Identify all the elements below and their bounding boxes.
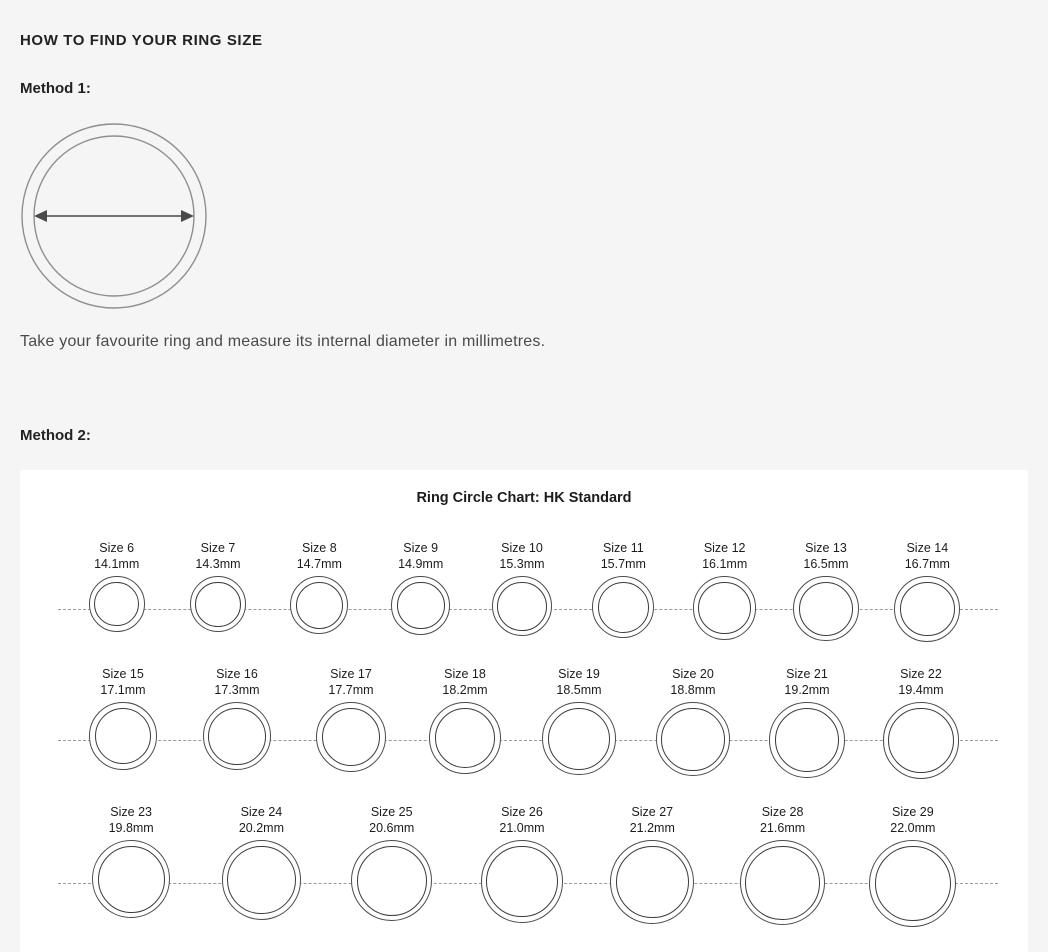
- ring-inner-circle: [94, 582, 139, 627]
- ring-size-label: Size 14: [906, 541, 949, 555]
- ring-circle-graphic: [775, 572, 876, 637]
- ring-size-cell: [674, 540, 775, 636]
- method-1-caption: Take your favourite ring and measure its internal diameter in millimetres.: [20, 333, 546, 350]
- ring-diameter-label: 14.1mm: [94, 557, 140, 571]
- ring-diameter-label: 17.7mm: [328, 683, 374, 697]
- ring-size-label: Size 22: [900, 667, 942, 681]
- ring-inner-circle: [95, 708, 152, 765]
- ring-inner-circle: [698, 582, 751, 635]
- ring-inner-circle: [799, 582, 853, 636]
- ring-inner-circle: [616, 846, 689, 919]
- ring-circle-graphic: [573, 572, 674, 634]
- ring-circle-graphic: [327, 836, 457, 917]
- ring-size-cell: [269, 540, 370, 630]
- ring-inner-circle: [875, 846, 951, 922]
- ring-size-label: Size 16: [216, 667, 258, 681]
- ring-inner-circle: [486, 846, 558, 918]
- ring-size-label: Size 17: [330, 667, 372, 681]
- ring-size-cell: [294, 666, 408, 768]
- ring-inner-circle: [227, 846, 296, 915]
- ring-diameter-label: 19.2mm: [784, 683, 830, 697]
- ring-size-label: Size 29: [891, 805, 934, 819]
- ring-size-label: Size 23: [110, 805, 152, 819]
- ring-diameter-label: 21.0mm: [499, 821, 545, 835]
- ring-circle-graphic: [864, 698, 978, 775]
- ring-diameter-label: 16.5mm: [803, 557, 849, 571]
- ring-size-cell: [196, 804, 326, 916]
- ring-diameter-label: 17.3mm: [214, 683, 260, 697]
- ring-size-cell: [848, 804, 978, 923]
- ring-chart-row: [20, 526, 1028, 652]
- ring-inner-circle: [98, 846, 165, 913]
- ring-diameter-label: 18.8mm: [670, 683, 716, 697]
- ring-size-cell: [775, 540, 876, 637]
- ring-size-label: Size 18: [444, 667, 486, 681]
- ring-diameter-label: 21.6mm: [759, 821, 806, 835]
- ring-circle-graphic: [471, 572, 572, 632]
- ring-size-cell: [717, 804, 847, 921]
- ring-inner-circle: [208, 708, 265, 765]
- ring-size-label: Size 12: [703, 541, 746, 555]
- ring-circle-graphic: [587, 836, 717, 920]
- ring-chart-row: [20, 652, 1028, 790]
- ring-chart-row: [20, 790, 1028, 938]
- ring-diameter-label: 18.5mm: [556, 683, 602, 697]
- ring-circle-graphic: [674, 572, 775, 636]
- ring-diameter-label: 22.0mm: [890, 821, 936, 835]
- ring-inner-circle: [195, 582, 240, 627]
- ring-size-label: Size 20: [672, 667, 714, 681]
- ring-circle-graphic: [167, 572, 268, 628]
- page-title: HOW TO FIND YOUR RING SIZE: [20, 32, 263, 49]
- ring-diameter-label: 15.7mm: [600, 557, 646, 571]
- ring-circle-graphic: [750, 698, 864, 774]
- ring-circle-graphic: [66, 698, 180, 766]
- chart-title: Ring Circle Chart: HK Standard: [416, 490, 632, 506]
- ring-size-cell: [573, 540, 674, 634]
- ring-size-cell: [877, 540, 978, 638]
- ring-size-label: Size 11: [602, 541, 644, 555]
- ring-size-label: Size 24: [240, 805, 283, 819]
- ring-circle-graphic: [877, 572, 978, 638]
- ring-circle-graphic: [370, 572, 471, 631]
- ring-diameter-label: 18.2mm: [442, 683, 488, 697]
- ring-size-cell: [587, 804, 717, 920]
- ring-diameter-label: 14.3mm: [195, 557, 241, 571]
- ring-size-cell: [370, 540, 471, 631]
- ring-inner-circle: [397, 582, 445, 630]
- ring-size-label: Size 19: [558, 667, 600, 681]
- ring-diameter-diagram: [18, 118, 214, 314]
- ring-circle-graphic: [66, 572, 167, 628]
- ring-size-label: Size 13: [805, 541, 847, 555]
- ring-circle-graphic: [269, 572, 370, 630]
- ring-size-label: Size 27: [631, 805, 674, 819]
- ring-diameter-label: 17.1mm: [100, 683, 146, 697]
- ring-inner-circle: [888, 708, 954, 774]
- method-2-label: Method 2:: [20, 427, 91, 444]
- ring-inner-circle: [598, 582, 649, 633]
- ring-inner-circle: [745, 846, 819, 920]
- ring-size-label: Size 21: [786, 667, 828, 681]
- ring-diameter-label: 16.1mm: [702, 557, 748, 571]
- ring-size-cell: [522, 666, 636, 771]
- ring-diameter-label: 21.2mm: [629, 821, 675, 835]
- ring-size-label: Size 25: [370, 805, 413, 819]
- ring-size-label: Size 8: [301, 541, 337, 555]
- ring-circle-chart-rows: [20, 526, 1028, 938]
- ring-size-label: Size 28: [761, 805, 804, 819]
- ring-size-cell: [66, 804, 196, 914]
- ring-circle-graphic: [294, 698, 408, 768]
- ring-size-cell: [864, 666, 978, 775]
- ring-size-cell: [457, 804, 587, 919]
- ring-circle-graphic: [180, 698, 294, 766]
- ring-inner-circle: [357, 846, 427, 916]
- ring-size-label: Size 15: [102, 667, 144, 681]
- ring-circle-graphic: [66, 836, 196, 914]
- ring-size-cell: [636, 666, 750, 772]
- ring-size-cell: [66, 666, 180, 766]
- ring-size-cell: [327, 804, 457, 917]
- ring-size-label: Size 6: [99, 541, 135, 555]
- ring-size-cell: [167, 540, 268, 628]
- ring-circle-graphic: [848, 836, 978, 923]
- ring-diameter-label: 16.7mm: [904, 557, 950, 571]
- ring-diameter-label: 20.6mm: [369, 821, 415, 835]
- ring-diameter-label: 14.9mm: [398, 557, 444, 571]
- ring-diameter-label: 14.7mm: [296, 557, 342, 571]
- ring-inner-circle: [296, 582, 343, 629]
- ring-diameter-label: 19.8mm: [108, 821, 154, 835]
- ring-diameter-arrow-icon: [18, 118, 214, 314]
- ring-inner-circle: [900, 582, 955, 637]
- ring-diameter-label: 19.4mm: [898, 683, 944, 697]
- ring-size-label: Size 7: [200, 541, 236, 555]
- ring-size-cell: [471, 540, 572, 632]
- ring-circle-chart-panel: [20, 470, 1028, 952]
- ring-circle-graphic: [636, 698, 750, 772]
- ring-circle-graphic: [457, 836, 587, 919]
- method-1-label: Method 1:: [20, 80, 91, 97]
- ring-diameter-label: 20.2mm: [238, 821, 284, 835]
- ring-circle-graphic: [522, 698, 636, 771]
- ring-inner-circle: [548, 708, 610, 770]
- ring-size-cell: [180, 666, 294, 766]
- ring-size-cell: [66, 540, 167, 628]
- ring-diameter-label: 15.3mm: [499, 557, 545, 571]
- ring-inner-circle: [497, 582, 546, 631]
- ring-circle-graphic: [717, 836, 847, 921]
- ring-size-label: Size 26: [501, 805, 543, 819]
- ring-size-cell: [408, 666, 522, 770]
- ring-circle-graphic: [408, 698, 522, 770]
- ring-size-label: Size 10: [501, 541, 543, 555]
- ring-size-cell: [750, 666, 864, 774]
- ring-inner-circle: [661, 708, 724, 771]
- ring-circle-graphic: [196, 836, 326, 916]
- ring-size-label: Size 9: [403, 541, 439, 555]
